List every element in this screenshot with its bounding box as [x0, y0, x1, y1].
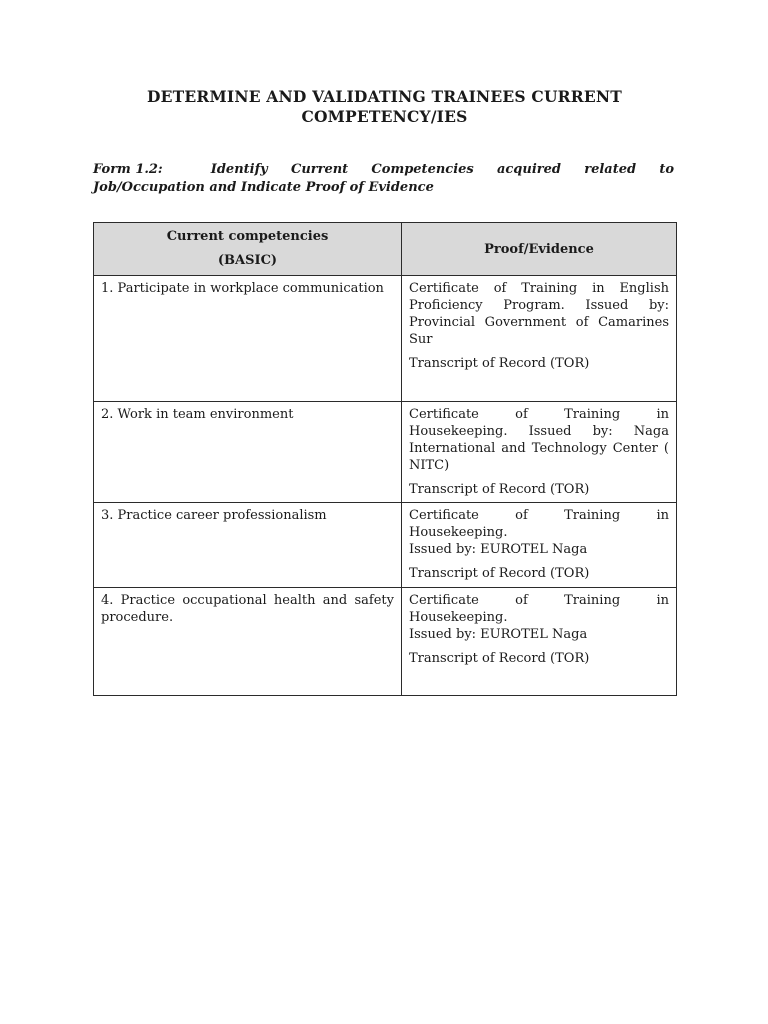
evidence-rest: Housekeeping.: [409, 610, 508, 625]
header-col1-line-1: Current competencies: [166, 229, 329, 244]
competency-cell: [94, 402, 402, 503]
form-instruction: [93, 161, 674, 197]
table-header-row: [94, 223, 677, 276]
header-current-competencies: [94, 223, 402, 276]
evidence-line-1: Certificate of Training in: [409, 593, 669, 608]
form-description-line-2: Job/Occupation and Indicate Proof of Evidence: [93, 180, 434, 195]
evidence-issuer: Issued by: EUROTEL Naga: [409, 542, 588, 557]
competency-text: 1. Participate in workplace communication: [101, 281, 384, 296]
form-description-line-1: Identify Current Competencies acquired related to: [210, 162, 674, 177]
evidence-cell: [402, 503, 677, 588]
table-row: [94, 503, 677, 588]
header-proof-evidence: Proof/Evidence: [402, 223, 677, 276]
competency-cell: [94, 276, 402, 402]
header-col1-line-2: (BASIC): [217, 253, 278, 268]
table-row: [94, 276, 677, 402]
table-row: [94, 588, 677, 696]
competency-text: 4. Practice occupational health and safety procedure.: [101, 593, 394, 625]
form-label: Form 1.2:: [93, 162, 163, 177]
evidence-cell: [402, 276, 677, 402]
evidence-cell: [402, 588, 677, 696]
evidence-rest: Housekeeping.: [409, 525, 508, 540]
competency-cell: [94, 503, 402, 588]
document-title: [93, 87, 676, 127]
tor-text: Transcript of Record (TOR): [409, 356, 590, 371]
evidence-block: [409, 507, 669, 558]
evidence-text: Certificate of Training in English Proficiency Program. Issued by: Provincial Government of Camarines Sur: [409, 281, 669, 347]
evidence-line-1: Certificate of Training in: [409, 407, 669, 422]
tor-text: Transcript of Record (TOR): [409, 566, 590, 581]
evidence-line-1: Certificate of Training in: [409, 508, 669, 523]
table-row: [94, 402, 677, 503]
competency-cell: [94, 588, 402, 696]
tor-text: Transcript of Record (TOR): [409, 651, 590, 666]
form-instruction-line-1: [93, 161, 674, 179]
tor-text: Transcript of Record (TOR): [409, 482, 590, 497]
title-line-1: DETERMINE AND VALIDATING TRAINEES CURRENT: [147, 87, 622, 106]
evidence-block: [409, 406, 669, 474]
evidence-cell: [402, 402, 677, 503]
competency-evidence-table: [93, 222, 677, 696]
title-line-2: COMPETENCY/IES: [301, 107, 468, 126]
competency-text: 3. Practice career professionalism: [101, 508, 327, 523]
evidence-issuer: Issued by: EUROTEL Naga: [409, 627, 588, 642]
evidence-rest: Housekeeping. Issued by: Naga International and Technology Center ( NITC): [409, 424, 669, 473]
evidence-block: [409, 592, 669, 643]
competency-text: 2. Work in team environment: [101, 407, 294, 422]
